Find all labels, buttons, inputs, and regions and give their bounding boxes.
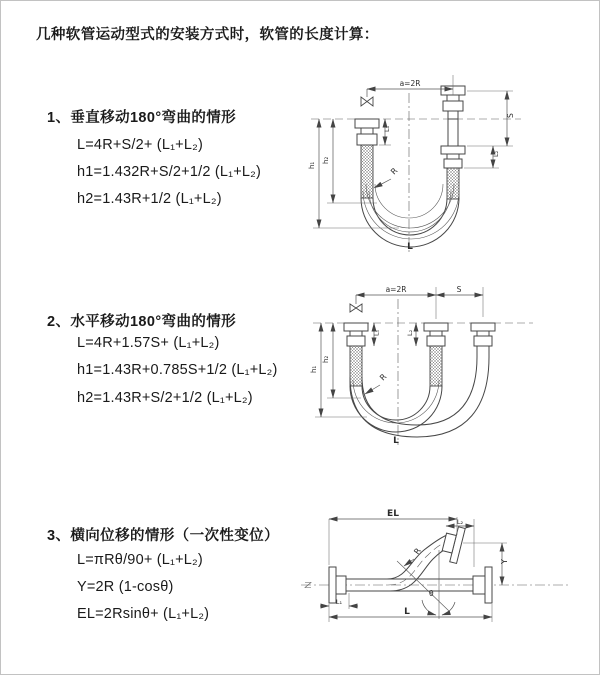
section2-heading: 2、水平移动180°弯曲的情形 <box>47 314 237 330</box>
vertical-bend-diagram <box>301 61 593 261</box>
dim-label-end1: L₁ <box>335 598 343 606</box>
section1-formula-L: L=4R+S/2+ (L₁+L₂) <box>77 137 203 153</box>
hose-assembly <box>329 524 492 603</box>
valve-icon <box>350 295 362 312</box>
lateral-displacement-diagram <box>293 495 600 647</box>
section2-formula-h2: h2=1.43R+S/2+1/2 (L₁+L₂) <box>77 390 253 406</box>
fitting-right <box>471 323 495 357</box>
dim-label-end1: L₁ <box>372 329 381 336</box>
section1-formula-h1: h1=1.432R+S/2+1/2 (L₁+L₂) <box>77 164 262 180</box>
dim-label-span: a=2R <box>385 285 407 294</box>
dim-label-el: EL <box>387 509 399 519</box>
hose-assembly <box>355 86 465 247</box>
dim-label-stroke: S <box>456 285 462 294</box>
dim-label-offset: Y <box>500 559 509 564</box>
dim-label-end2: L₂ <box>456 518 464 526</box>
dim-label-end2: L₂ <box>492 150 500 157</box>
dim-label-radius: R <box>389 166 400 177</box>
dim-label-angle: θ <box>429 589 434 598</box>
section2-formula-h1: h1=1.43R+0.785S+1/2 (L₁+L₂) <box>77 362 278 378</box>
dim-label-length: L <box>404 607 410 617</box>
hose-assembly <box>344 323 495 437</box>
fitting-left <box>344 323 368 386</box>
fitting-middle <box>424 323 448 386</box>
dim-label-end2: L₂ <box>406 329 414 336</box>
dim-label-length: L <box>393 436 399 446</box>
horizontal-bend-diagram <box>303 277 600 453</box>
dim-label-length: L <box>407 242 413 252</box>
dim-label-span: a=2R <box>399 79 421 88</box>
section2-formula-L: L=4R+1.57S+ (L₁+L₂) <box>77 335 220 351</box>
dim-label-height2: h₂ <box>322 156 330 164</box>
centerlines <box>311 93 521 255</box>
section3-formula-EL: EL=2Rsinθ+ (L₁+L₂) <box>77 606 210 622</box>
dim-label-height2: h₂ <box>322 355 330 363</box>
section3-formula-L: L=πRθ/90+ (L₁+L₂) <box>77 552 203 568</box>
dim-label-height1: h₁ <box>310 365 318 373</box>
dimension-lines <box>313 75 513 228</box>
dim-label-end1: L₁ <box>383 125 391 132</box>
dimension-lines <box>315 287 483 417</box>
dim-label-radius: R <box>412 546 423 557</box>
dimension-lines <box>320 517 507 622</box>
page-title: 几种软管运动型式的安装方式时，软管的长度计算： <box>36 27 379 43</box>
section1-heading: 1、垂直移动180°弯曲的情形 <box>47 110 237 126</box>
dim-label-height1: h₁ <box>308 161 316 169</box>
section1-formula-h2: h2=1.43R+1/2 (L₁+L₂) <box>77 191 222 207</box>
dimension-labels <box>308 79 515 252</box>
dim-label-stroke: S <box>506 113 515 118</box>
valve-icon <box>361 89 373 106</box>
section3-formula-Y: Y=2R (1-cosθ) <box>77 579 174 595</box>
section3-heading: 3、横向位移的情形（一次性变位） <box>47 528 279 544</box>
dim-label-radius: R <box>378 372 389 383</box>
